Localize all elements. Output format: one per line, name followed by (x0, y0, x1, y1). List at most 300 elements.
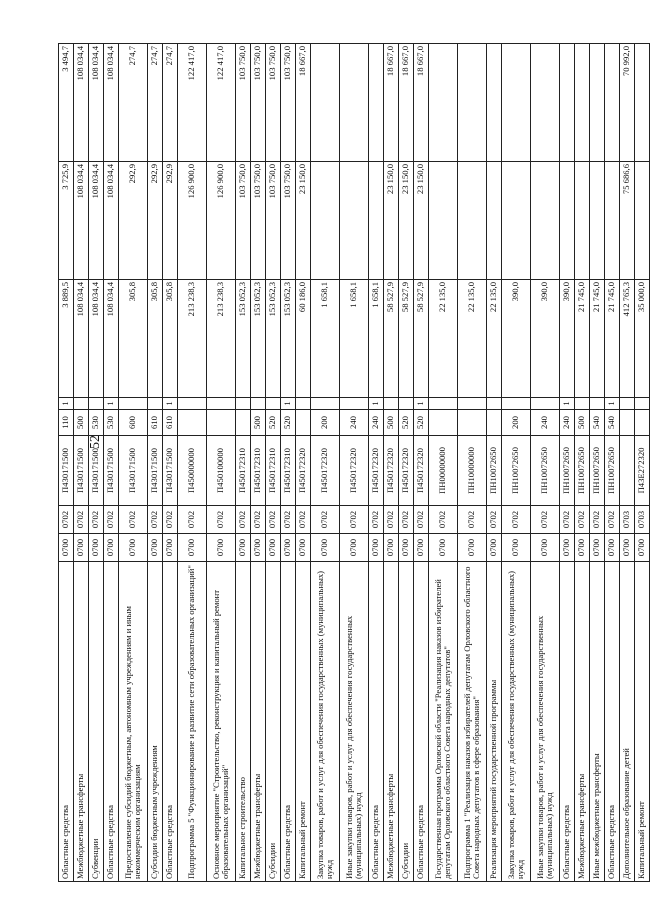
table-row (74, 44, 89, 882)
row-source (384, 398, 399, 410)
row-name: Областные средства (163, 562, 178, 882)
row-target-article: П430171500 (89, 436, 104, 506)
row-name: Капитальный ремонт (635, 562, 650, 882)
row-subsection: 0702 (163, 506, 178, 534)
row-section: 0700 (163, 534, 178, 562)
row-amount-year2: 3 725,9 (59, 162, 74, 280)
row-expense-type: 500 (575, 410, 590, 436)
row-expense-type: 500 (384, 410, 399, 436)
row-name: Областные средства (104, 562, 119, 882)
row-target-article: П430171500 (104, 436, 119, 506)
row-amount-year1: 3 889,5 (59, 280, 74, 398)
row-amount-year1: 1 658,1 (340, 280, 369, 398)
row-amount-year3 (531, 44, 560, 162)
row-amount-year1: 58 527,9 (384, 280, 399, 398)
row-subsection: 0702 (369, 506, 384, 534)
page-number: 52 (88, 435, 103, 449)
row-name: Иные межбюджетные трансферты (590, 562, 605, 882)
row-amount-year2: 23 150,0 (414, 162, 429, 280)
row-target-article: П450172320 (296, 436, 311, 506)
row-amount-year3 (502, 44, 531, 162)
row-amount-year3 (369, 44, 384, 162)
row-subsection: 0702 (560, 506, 575, 534)
row-amount-year1: 1 658,1 (369, 280, 384, 398)
row-target-article: ПН00000000 (429, 436, 458, 506)
row-target-article: П430171500 (119, 436, 148, 506)
row-amount-year1: 305,8 (148, 280, 163, 398)
row-amount-year1: 305,8 (119, 280, 148, 398)
row-source (251, 398, 266, 410)
row-subsection: 0702 (414, 506, 429, 534)
row-amount-year2: 103 750,0 (266, 162, 281, 280)
row-amount-year3: 122 417,0 (207, 44, 236, 162)
row-subsection: 0702 (399, 506, 414, 534)
row-expense-type (620, 410, 635, 436)
row-expense-type: 240 (340, 410, 369, 436)
row-target-article: П450172320 (399, 436, 414, 506)
row-target-article: ПН10072650 (560, 436, 575, 506)
row-name: Закупка товаров, работ и услуг для обеспечения государственных (муниципальных) нужд (502, 562, 531, 882)
row-expense-type: 610 (163, 410, 178, 436)
row-name: Капитальный ремонт (296, 562, 311, 882)
row-target-article: П450172310 (236, 436, 251, 506)
row-amount-year2: 292,9 (119, 162, 148, 280)
row-amount-year2: 75 686,6 (620, 162, 635, 280)
row-amount-year3: 103 750,0 (236, 44, 251, 162)
row-name: Межбюджетные трансферты (575, 562, 590, 882)
row-expense-type: 540 (605, 410, 620, 436)
row-section: 0700 (487, 534, 502, 562)
row-amount-year3: 122 417,0 (178, 44, 207, 162)
row-target-article: П450172320 (384, 436, 399, 506)
row-amount-year3: 18 667,0 (384, 44, 399, 162)
row-source: 1 (104, 398, 119, 410)
table-row (575, 44, 590, 882)
row-target-article: П450100000 (207, 436, 236, 506)
row-subsection: 0702 (340, 506, 369, 534)
row-amount-year2: 126 900,0 (178, 162, 207, 280)
row-amount-year1: 153 052,3 (266, 280, 281, 398)
row-amount-year3: 103 750,0 (266, 44, 281, 162)
row-subsection: 0702 (605, 506, 620, 534)
row-name: Предоставление субсидий бюджетным, автономным учреждениям и иным некоммерческим организациям (119, 562, 148, 882)
row-target-article: П430171500 (163, 436, 178, 506)
row-expense-type: 520 (281, 410, 296, 436)
row-amount-year3: 274,7 (163, 44, 178, 162)
row-source (458, 398, 487, 410)
row-expense-type: 240 (560, 410, 575, 436)
row-amount-year2 (560, 162, 575, 280)
row-subsection: 0702 (266, 506, 281, 534)
table-row (399, 44, 414, 882)
row-source (89, 398, 104, 410)
row-amount-year2 (531, 162, 560, 280)
row-expense-type: 530 (89, 410, 104, 436)
row-expense-type: 610 (148, 410, 163, 436)
row-section: 0700 (369, 534, 384, 562)
row-amount-year3 (458, 44, 487, 162)
row-source (148, 398, 163, 410)
table-row (119, 44, 148, 882)
row-section: 0700 (178, 534, 207, 562)
row-subsection: 0702 (384, 506, 399, 534)
table-row (487, 44, 502, 882)
row-amount-year2: 292,9 (148, 162, 163, 280)
row-section: 0700 (340, 534, 369, 562)
row-amount-year3: 103 750,0 (251, 44, 266, 162)
table-row (605, 44, 620, 882)
row-amount-year2 (369, 162, 384, 280)
row-name: Субсидии бюджетным учреждениям (148, 562, 163, 882)
row-name: Межбюджетные трансферты (74, 562, 89, 882)
row-section: 0700 (251, 534, 266, 562)
row-expense-type: 110 (59, 410, 74, 436)
row-amount-year2: 23 150,0 (384, 162, 399, 280)
table-row (620, 44, 635, 882)
row-amount-year2 (458, 162, 487, 280)
row-amount-year1: 305,8 (163, 280, 178, 398)
row-amount-year1: 213 238,3 (178, 280, 207, 398)
row-amount-year1: 1 658,1 (311, 280, 340, 398)
row-source (311, 398, 340, 410)
budget-table (58, 43, 650, 882)
row-amount-year1: 153 052,3 (236, 280, 251, 398)
row-section: 0700 (429, 534, 458, 562)
row-amount-year3: 274,7 (148, 44, 163, 162)
row-subsection: 0702 (311, 506, 340, 534)
row-target-article: ПН10072650 (605, 436, 620, 506)
row-subsection: 0702 (487, 506, 502, 534)
row-target-article: П450172320 (414, 436, 429, 506)
row-section: 0700 (207, 534, 236, 562)
row-section: 0700 (236, 534, 251, 562)
row-section: 0700 (605, 534, 620, 562)
row-target-article: П450172310 (251, 436, 266, 506)
row-amount-year1: 58 527,9 (414, 280, 429, 398)
row-name: Межбюджетные трансферты (384, 562, 399, 882)
row-target-article: П450172310 (266, 436, 281, 506)
row-subsection: 0702 (119, 506, 148, 534)
row-amount-year1: 58 527,9 (399, 280, 414, 398)
row-amount-year2: 108 034,4 (89, 162, 104, 280)
row-name: Иные закупки товаров, работ и услуг для обеспечения государственных (муниципальных) нужд (531, 562, 560, 882)
row-name: Областные средства (59, 562, 74, 882)
row-source (635, 398, 650, 410)
row-expense-type: 240 (369, 410, 384, 436)
row-expense-type: 530 (104, 410, 119, 436)
row-expense-type: 500 (74, 410, 89, 436)
row-amount-year1: 153 052,3 (281, 280, 296, 398)
row-amount-year3: 108 034,4 (89, 44, 104, 162)
row-source (236, 398, 251, 410)
row-name: Областные средства (369, 562, 384, 882)
row-name: Областные средства (560, 562, 575, 882)
table-row (369, 44, 384, 882)
row-amount-year2 (311, 162, 340, 280)
row-section: 0700 (399, 534, 414, 562)
row-amount-year1: 35 000,0 (635, 280, 650, 398)
row-target-article: ПН10072650 (590, 436, 605, 506)
row-source (575, 398, 590, 410)
row-source (487, 398, 502, 410)
row-amount-year1: 21 745,0 (575, 280, 590, 398)
row-name: Областные средства (605, 562, 620, 882)
table-row (635, 44, 650, 882)
row-section: 0700 (384, 534, 399, 562)
row-source: 1 (369, 398, 384, 410)
row-section: 0700 (531, 534, 560, 562)
row-source: 1 (560, 398, 575, 410)
row-expense-type: 540 (590, 410, 605, 436)
row-subsection: 0702 (429, 506, 458, 534)
row-section: 0700 (458, 534, 487, 562)
row-subsection: 0702 (575, 506, 590, 534)
row-section: 0700 (590, 534, 605, 562)
table-row (178, 44, 207, 882)
row-amount-year3: 18 667,0 (414, 44, 429, 162)
table-body (59, 44, 650, 882)
row-expense-type (487, 410, 502, 436)
row-section: 0700 (266, 534, 281, 562)
table-row (311, 44, 340, 882)
row-subsection: 0702 (590, 506, 605, 534)
row-expense-type: 520 (399, 410, 414, 436)
row-amount-year1: 412 765,3 (620, 280, 635, 398)
rotated-table-wrapper (58, 44, 647, 882)
row-target-article: П450172310 (281, 436, 296, 506)
row-name: Межбюджетные трансферты (251, 562, 266, 882)
row-source (531, 398, 560, 410)
row-section: 0700 (148, 534, 163, 562)
row-section: 0700 (414, 534, 429, 562)
row-target-article: П450172320 (369, 436, 384, 506)
row-amount-year2: 126 900,0 (207, 162, 236, 280)
row-source (119, 398, 148, 410)
row-source: 1 (605, 398, 620, 410)
row-expense-type: 600 (119, 410, 148, 436)
table-row (340, 44, 369, 882)
row-amount-year1: 22 135,0 (458, 280, 487, 398)
row-subsection: 0702 (251, 506, 266, 534)
row-expense-type (236, 410, 251, 436)
row-subsection: 0702 (74, 506, 89, 534)
row-name: Закупка товаров, работ и услуг для обеспечения государственных (муниципальных) нужд (311, 562, 340, 882)
row-source (429, 398, 458, 410)
row-amount-year2: 103 750,0 (281, 162, 296, 280)
table-row (236, 44, 251, 882)
row-amount-year1: 213 238,3 (207, 280, 236, 398)
row-expense-type: 500 (251, 410, 266, 436)
row-name: Субвенции (89, 562, 104, 882)
row-section: 0700 (502, 534, 531, 562)
row-subsection: 0702 (281, 506, 296, 534)
table-row (281, 44, 296, 882)
row-expense-type: 200 (502, 410, 531, 436)
row-source (590, 398, 605, 410)
row-subsection: 0703 (620, 506, 635, 534)
row-amount-year2: 103 750,0 (251, 162, 266, 280)
table-row (560, 44, 575, 882)
row-section: 0700 (575, 534, 590, 562)
row-source (266, 398, 281, 410)
row-source (340, 398, 369, 410)
row-amount-year1: 21 745,0 (605, 280, 620, 398)
row-amount-year3 (560, 44, 575, 162)
table-row (296, 44, 311, 882)
row-subsection: 0702 (236, 506, 251, 534)
row-subsection: 0702 (502, 506, 531, 534)
row-amount-year3 (487, 44, 502, 162)
row-target-article: П450000000 (178, 436, 207, 506)
row-section: 0700 (560, 534, 575, 562)
row-expense-type: 200 (311, 410, 340, 436)
row-amount-year2 (605, 162, 620, 280)
row-expense-type (296, 410, 311, 436)
row-subsection: 0702 (104, 506, 119, 534)
row-name: Иные закупки товаров, работ и услуг для обеспечения государственных (муниципальных) нужд (340, 562, 369, 882)
row-target-article: П430171500 (74, 436, 89, 506)
table-row (207, 44, 236, 882)
row-target-article: П450172320 (340, 436, 369, 506)
row-source: 1 (163, 398, 178, 410)
row-expense-type: 520 (414, 410, 429, 436)
row-amount-year2: 23 150,0 (399, 162, 414, 280)
row-source (620, 398, 635, 410)
row-section: 0700 (119, 534, 148, 562)
table-row (429, 44, 458, 882)
table-row (148, 44, 163, 882)
row-amount-year2: 292,9 (163, 162, 178, 280)
table-row (590, 44, 605, 882)
row-section: 0700 (635, 534, 650, 562)
row-target-article: ПН10072650 (487, 436, 502, 506)
row-source (296, 398, 311, 410)
row-amount-year2 (429, 162, 458, 280)
table-row (104, 44, 119, 882)
row-amount-year3: 103 750,0 (281, 44, 296, 162)
row-source: 1 (59, 398, 74, 410)
row-expense-type (458, 410, 487, 436)
row-name: Областные средства (281, 562, 296, 882)
row-amount-year3: 274,7 (119, 44, 148, 162)
row-amount-year2: 108 034,4 (74, 162, 89, 280)
row-source (74, 398, 89, 410)
row-expense-type (635, 410, 650, 436)
row-amount-year2: 108 034,4 (104, 162, 119, 280)
row-target-article: ПН10072650 (502, 436, 531, 506)
row-amount-year1: 153 052,3 (251, 280, 266, 398)
row-amount-year3 (429, 44, 458, 162)
row-name: Реализация мероприятий государственной программы (487, 562, 502, 882)
row-target-article (620, 436, 635, 506)
row-amount-year3 (590, 44, 605, 162)
row-amount-year1: 108 034,4 (74, 280, 89, 398)
row-subsection: 0702 (59, 506, 74, 534)
row-subsection: 0702 (148, 506, 163, 534)
row-name: Дополнительное образование детей (620, 562, 635, 882)
table-row (89, 44, 104, 882)
row-amount-year1: 390,0 (560, 280, 575, 398)
row-name: Областные средства (414, 562, 429, 882)
table-row (266, 44, 281, 882)
row-target-article: П430171500 (59, 436, 74, 506)
row-source: 1 (414, 398, 429, 410)
row-amount-year3 (311, 44, 340, 162)
row-amount-year1: 390,0 (531, 280, 560, 398)
row-amount-year3: 18 667,0 (296, 44, 311, 162)
row-amount-year2 (487, 162, 502, 280)
row-amount-year2 (575, 162, 590, 280)
row-source (178, 398, 207, 410)
row-source (502, 398, 531, 410)
row-expense-type (178, 410, 207, 436)
row-subsection: 0702 (207, 506, 236, 534)
row-amount-year2 (590, 162, 605, 280)
row-section: 0700 (281, 534, 296, 562)
table-row (414, 44, 429, 882)
row-amount-year2 (635, 162, 650, 280)
table-row (384, 44, 399, 882)
row-name: Субсидии (399, 562, 414, 882)
table-row (163, 44, 178, 882)
row-amount-year3: 108 034,4 (74, 44, 89, 162)
row-section: 0700 (89, 534, 104, 562)
row-section: 0700 (104, 534, 119, 562)
row-amount-year1: 108 034,4 (104, 280, 119, 398)
row-amount-year1: 60 186,0 (296, 280, 311, 398)
row-target-article: ПН10000000 (458, 436, 487, 506)
row-subsection: 0702 (458, 506, 487, 534)
row-section: 0700 (59, 534, 74, 562)
row-name: Подпрограмма 5 "Функционирование и развитие сети образовательных организаций" (178, 562, 207, 882)
row-subsection: 0702 (89, 506, 104, 534)
row-amount-year3: 18 667,0 (399, 44, 414, 162)
row-amount-year2 (340, 162, 369, 280)
row-subsection: 0703 (635, 506, 650, 534)
row-source (399, 398, 414, 410)
table-row (531, 44, 560, 882)
row-name: Капитальное строительство (236, 562, 251, 882)
row-name: Подпрограмма 1 "Реализация наказов избирателей депутатам Орловского областного Совета народных депутатов в сфере образования" (458, 562, 487, 882)
table-row (59, 44, 74, 882)
row-source: 1 (281, 398, 296, 410)
row-expense-type: 240 (531, 410, 560, 436)
row-section: 0700 (74, 534, 89, 562)
row-expense-type (429, 410, 458, 436)
row-section: 0700 (311, 534, 340, 562)
row-amount-year3: 108 034,4 (104, 44, 119, 162)
table-row (458, 44, 487, 882)
table-row (502, 44, 531, 882)
row-amount-year1: 390,0 (502, 280, 531, 398)
row-amount-year3 (340, 44, 369, 162)
row-name: Основное мероприятие "Строительство, реконструкция и капитальный ремонт образовательных организаций" (207, 562, 236, 882)
row-amount-year3 (605, 44, 620, 162)
row-section: 0700 (620, 534, 635, 562)
row-amount-year1: 22 135,0 (429, 280, 458, 398)
row-amount-year3: 3 494,7 (59, 44, 74, 162)
row-name: Государственная программа Орловской области "Реализация наказов избирателей депутатам Орловского областного Совета народных депутатов" (429, 562, 458, 882)
row-subsection: 0702 (296, 506, 311, 534)
row-amount-year2 (502, 162, 531, 280)
row-name: Субсидии (266, 562, 281, 882)
row-amount-year3: 70 992,0 (620, 44, 635, 162)
row-subsection: 0702 (178, 506, 207, 534)
row-source (207, 398, 236, 410)
row-amount-year3 (575, 44, 590, 162)
row-target-article: П43Е272320 (635, 436, 650, 506)
row-amount-year1: 21 745,0 (590, 280, 605, 398)
